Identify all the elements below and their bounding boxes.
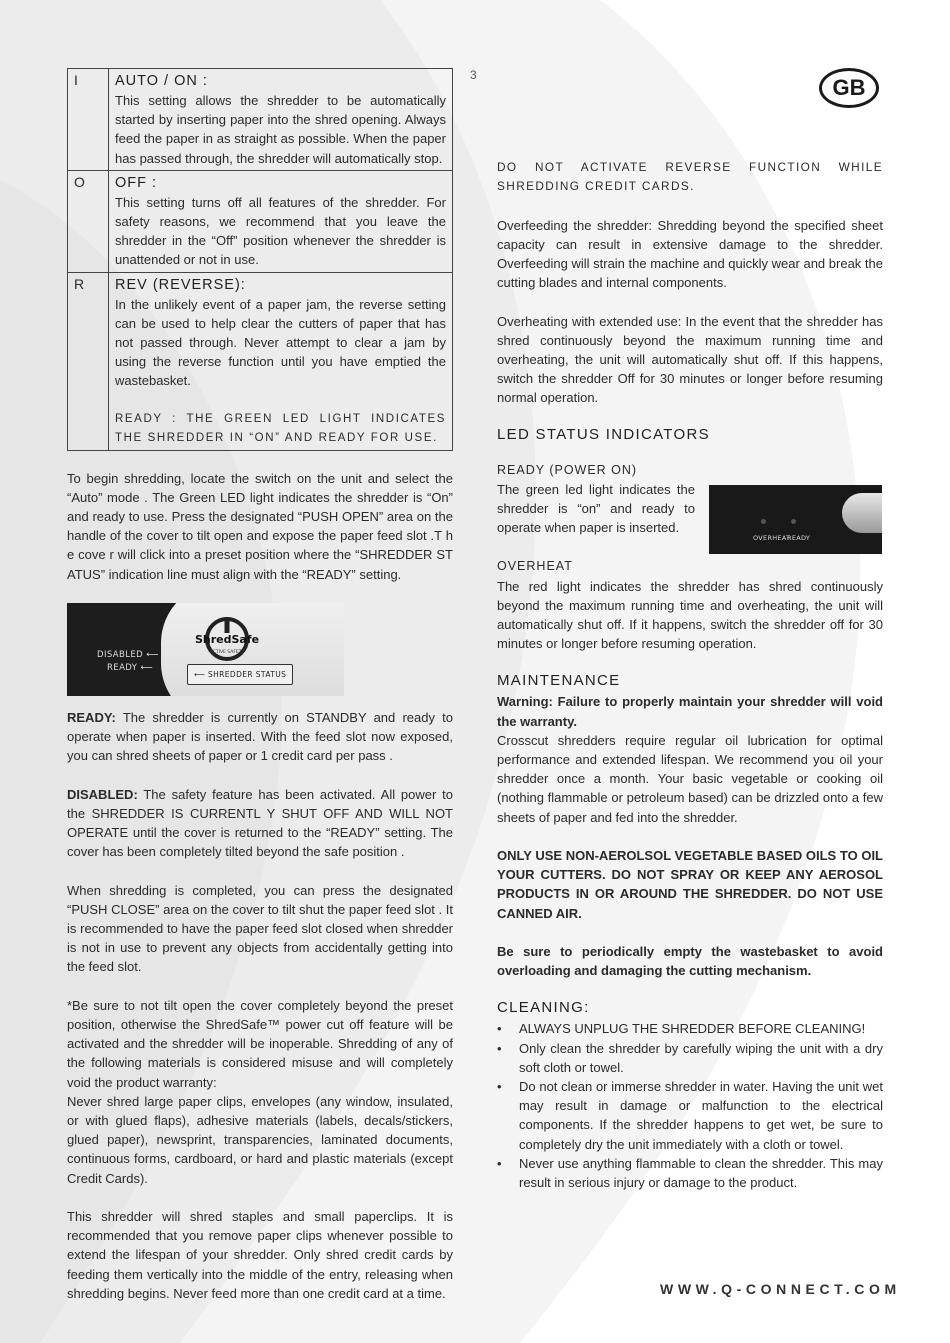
overheat-led-icon [761, 519, 766, 524]
svg-text:ShredSafe: ShredSafe [195, 632, 259, 646]
mode-row-reverse [68, 272, 453, 450]
left-column [67, 68, 453, 1303]
overheating-paragraph: Overheating with extended use: In the event that the shredder has shred continuously beyond the maximum running time and overheating, the unit will automatically shut off. If this happens, switch the shredder Off for 30 minutes or longer before resuming normal operation. [497, 313, 883, 406]
overheat-heading: OVERHEAT [497, 559, 573, 574]
mode-title: OFF : [115, 174, 158, 191]
overfeeding-paragraph: Overfeeding the shredder: Shredding beyond the specified sheet capacity can result in extensive damage to the shredder. Overfeeding will strain the machine and quickly wear and break the cutting blades and internal components. [497, 217, 883, 291]
ready-indicator-label: READY ⟵ [107, 662, 154, 673]
overheat-led-label: OVERHEAT [753, 534, 791, 542]
svg-text:ACTIVE SAFETY: ACTIVE SAFETY [209, 649, 245, 655]
oil-warning: ONLY USE NON-AEROLSOL VEGETABLE BASED OILS TO OIL YOUR CUTTERS. DO NOT SPRAY OR KEEP ANY AEROSOL PRODUCTS IN OR AROUND THE SHREDDER. DO NOT USE CANNED AIR. [497, 848, 883, 921]
no-reverse-warning: DO NOT ACTIVATE REVERSE FUNCTION WHILE SHREDDING CREDIT CARDS. [497, 160, 883, 194]
ready-paragraph [67, 708, 453, 766]
maintenance-text: Crosscut shredders require regular oil lubrication for optimal performance and extended lifespan. We recommend you oil your shredder once a month. Your basic vegetable or cooking oil (nothing flammable or petroleum based) can be drizzled onto a few sheets of paper and fed into the shredder. [497, 732, 883, 825]
switch-photo [67, 603, 344, 696]
mode-key: O [68, 170, 109, 272]
list-item: • ALWAYS UNPLUG THE SHREDDER BEFORE CLEANING! [497, 1019, 883, 1038]
mode-description: In the unlikely event of a paper jam, the reverse setting can be used to help clear the cutters of paper that has not passed through. Never attempt to clear a jam by using the reverse function until you have emptied the wastebasket. [115, 296, 446, 389]
ready-power-text: The green led light indicates the shredder is “on” and ready to operate when paper is inserted. [497, 481, 695, 536]
list-item: • Do not clean or immerse shredder in water. Having the unit wet may result in damage or malfunction to the electrical components. If the shredder happens to get wet, be sure to completely dry the unit immediately with a cloth or towel. [497, 1077, 883, 1154]
page-number: 3 [470, 68, 477, 82]
maintenance-warning: Warning: Failure to properly maintain your shredder will void the warranty. [497, 694, 883, 729]
list-item: • Never use anything flammable to clean the shredder. This may result in serious injury or damage to the product. [497, 1154, 883, 1192]
mode-key: I [68, 69, 109, 171]
overheat-text: The red light indicates the shredder has shred continuously beyond the maximum running time and overheating, the unit will automatically shut off. If it happens, switch the shredder off for 30 minutes or longer before resuming operation. [497, 578, 883, 652]
empty-basket-note: Be sure to periodically empty the wastebasket to avoid overloading and damaging the cutting mechanism. [497, 944, 883, 979]
staples-paragraph: This shredder will shred staples and small paperclips. It is recommended that you remove paper clips whenever possible to extend the lifespan of your shredder. Only shred credit cards by feeding them vertically into the middle of the entry, releasing when shredding begins. Never feed more than one credit card at a time. [67, 1209, 453, 1301]
language-badge: GB [819, 68, 879, 108]
ready-led-icon [791, 519, 796, 524]
mode-key: R [68, 272, 109, 450]
led-status-heading: LED STATUS INDICATORS [497, 425, 710, 443]
disabled-indicator-label: DISABLED ⟵ [97, 649, 159, 660]
disabled-label: DISABLED: [67, 786, 138, 802]
footer-url: WWW.Q-CONNECT.COM [660, 1281, 901, 1297]
right-column [497, 158, 883, 1192]
mode-description: This setting allows the shredder to be automatically started by inserting paper into the shred opening. Always feed the paper in as straight as possible. When the paper has passed through, the shredder will automatically stop. [115, 93, 446, 166]
mode-description: This setting turns off all features of the shredder. For safety reasons, we recommend that you leave the shredder in the “Off” position whenever the shredder is unattended or not in use. [115, 194, 446, 268]
begin-shredding-paragraph: To begin shredding, locate the switch on the unit and select the “Auto” mode . The Green LED light indicates the shredder is “On” and ready to use. Press the designated “PUSH OPEN” area on the handle of the cover to tilt open and expose the paper feed slot .T h e cove r will click into a preset position where the “SHREDDER ST ATUS” indication line must align with the “READY” setting. [67, 470, 453, 582]
mode-row-auto [68, 69, 453, 171]
warning-paragraph: *Be sure to not tilt open the cover completely beyond the preset position, otherwise the ShredSafe™ power cut off feature will be activated and the shredder will be inoperable. Shredding of any of the following materials is considered misuse and will completely void the product warranty: [67, 997, 453, 1090]
ready-power-heading: READY (POWER ON) [497, 462, 638, 477]
cleaning-list [497, 1019, 883, 1192]
ready-note: READY : THE GREEN LED LIGHT INDICATES THE SHREDDER IN “ON” AND READY FOR USE. [115, 412, 446, 444]
ready-text: The shredder is currently on STANDBY and ready to operate when paper is inserted. With the feed slot now exposed, you can shred sheets of paper or 1 credit card per pass . [67, 709, 453, 764]
disabled-text: The safety feature has been activated. All power to the SHREDDER IS CURRENTL Y SHUT OFF AND WILL NOT OPERATE until the cover is returned to the “READY” setting. The cover has been completely tilted beyond the safe position . [67, 786, 453, 860]
cleaning-heading: CLEANING: [497, 999, 590, 1017]
cover-handle [842, 493, 882, 533]
mode-row-off [68, 170, 453, 272]
disabled-paragraph [67, 785, 453, 862]
ready-label: READY: [67, 709, 116, 725]
shredsafe-logo-icon [195, 617, 259, 667]
maintenance-heading: MAINTENANCE [497, 672, 621, 690]
mode-title: AUTO / ON : [115, 73, 208, 89]
completed-paragraph: When shredding is completed, you can press the designated “PUSH CLOSE” area on the cover to tilt shut the paper feed slot . It is recommended to have the paper feed slot closed when shredder is not in use to prevent any objects from accidentally getting into the feed slot. [67, 882, 453, 975]
ready-led-label: READY [787, 534, 811, 542]
shredder-status-label: ⟵ SHREDDER STATUS [187, 664, 293, 685]
mode-table [67, 68, 453, 451]
never-shred-paragraph: Never shred large paper clips, envelopes (any window, insulated, or with glued flaps), adhesive materials (labels, decals/stickers, glued paper), newsprint, transparencies, laminated documents, continuous forms, cardboard, or hard and plastic materials (except Credit Cards). [67, 1093, 453, 1186]
list-item: • Only clean the shredder by carefully wiping the unit with a dry soft cloth or towel. [497, 1039, 883, 1077]
mode-title: REV (REVERSE): [115, 276, 246, 293]
led-panel-photo [709, 485, 882, 554]
